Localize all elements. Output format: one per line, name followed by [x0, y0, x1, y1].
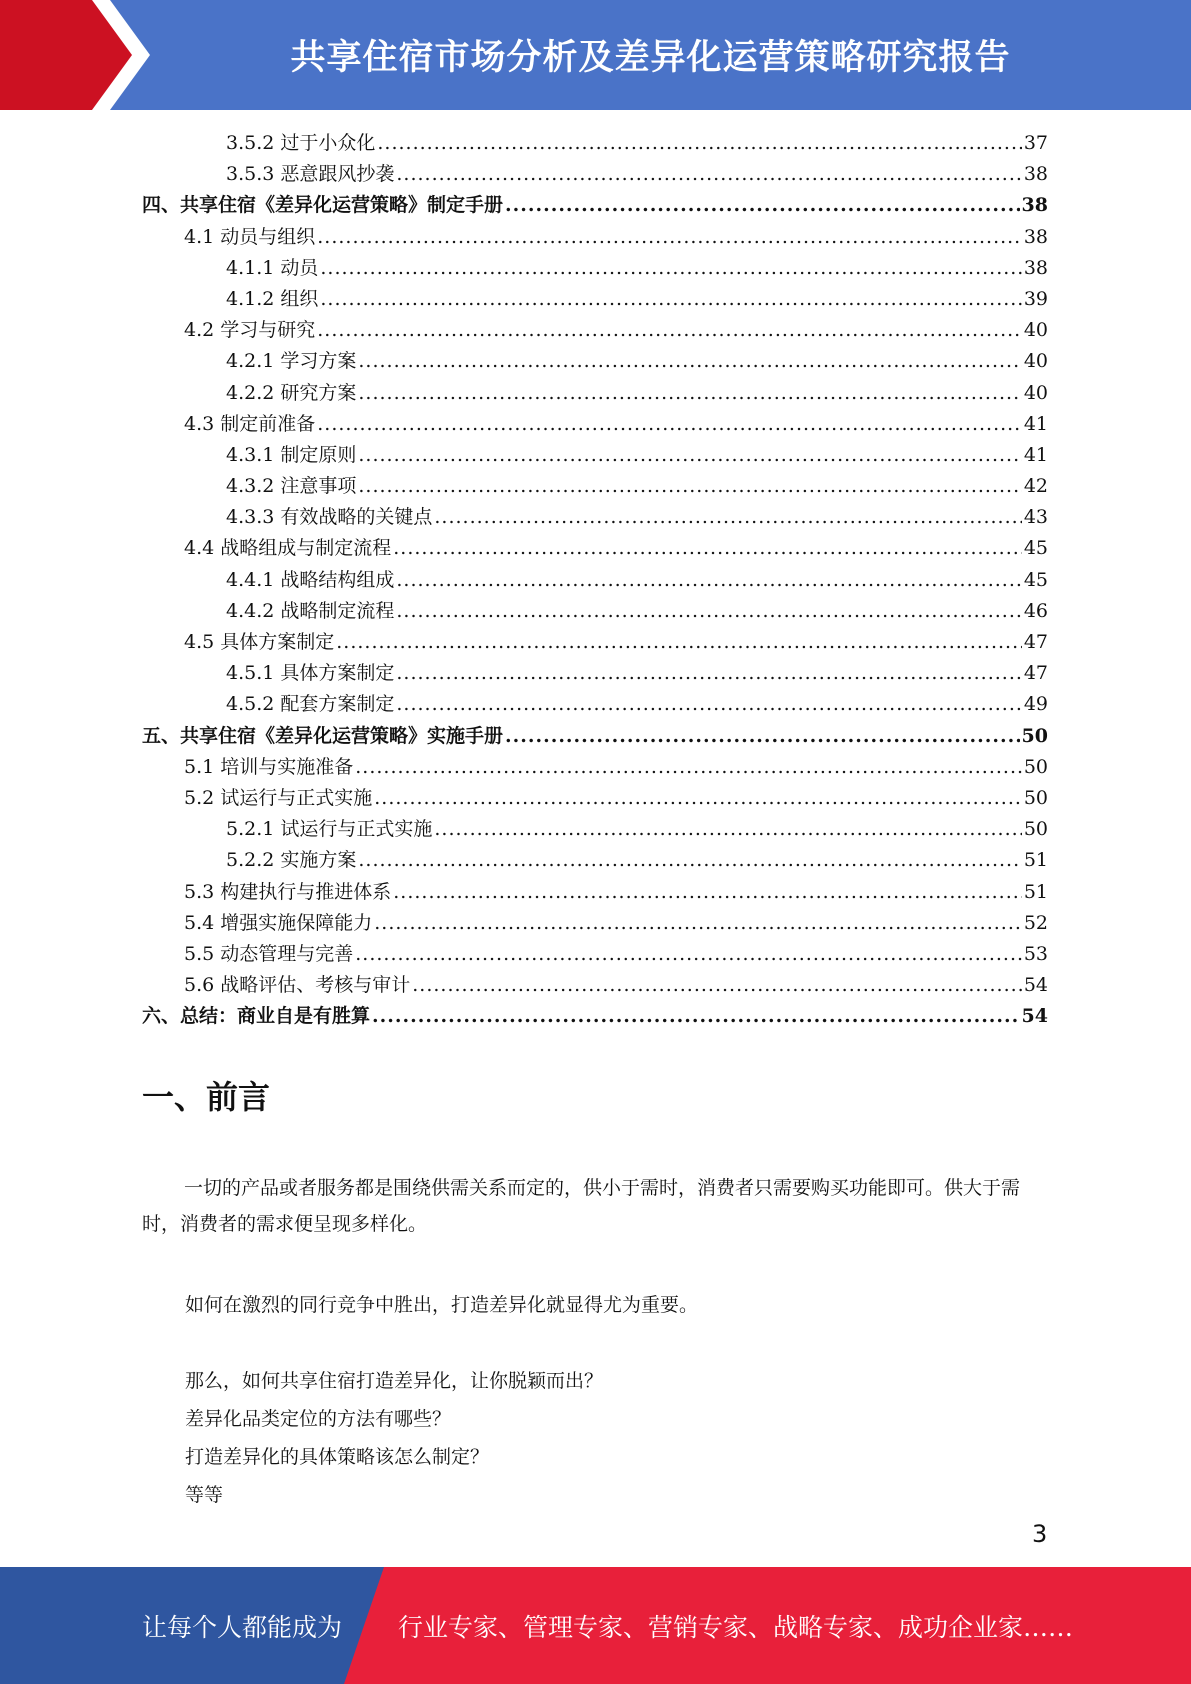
toc-entry[interactable]: [142, 596, 1048, 627]
toc-leader-dots: [358, 444, 1021, 466]
toc-leader-dots: [358, 849, 1021, 871]
toc-entry-page: 54: [1023, 974, 1048, 997]
footer-slogan-right: 行业专家、管理专家、营销专家、战略专家、成功企业家……: [398, 1612, 1074, 1642]
page-number: 3: [1032, 1520, 1048, 1548]
toc-entry[interactable]: [142, 721, 1048, 752]
toc-entry-label: 5.4 增强实施保障能力: [184, 911, 373, 934]
toc-leader-dots: [336, 631, 1022, 653]
toc-entry-page: 45: [1023, 568, 1048, 591]
toc-entry-page: 54: [1021, 1005, 1048, 1028]
toc-entry-label: 四、共享住宿《差异化运营策略》制定手册: [142, 194, 504, 217]
toc-leader-dots: [412, 974, 1022, 996]
toc-leader-dots: [396, 662, 1021, 684]
question-line-1: 那么，如何共享住宿打造差异化，让你脱颖而出？: [185, 1370, 604, 1392]
toc-entry-label: 4.1.2 组织: [226, 287, 319, 310]
table-of-contents: [142, 128, 1048, 1032]
toc-entry-page: 47: [1023, 631, 1048, 653]
toc-entry[interactable]: [142, 378, 1048, 409]
section-heading: 一、前言: [142, 1078, 271, 1116]
toc-entry-label: 4.2 学习与研究: [184, 319, 316, 342]
toc-leader-dots: [396, 600, 1021, 622]
toc-entry-label: 5.2.2 实施方案: [226, 849, 357, 872]
toc-entry[interactable]: [142, 190, 1048, 221]
toc-entry[interactable]: [142, 877, 1048, 908]
toc-entry-page: 38: [1023, 163, 1048, 186]
footer-slogan-left: 让每个人都能成为: [142, 1612, 343, 1642]
toc-entry-label: 5.1 培训与实施准备: [184, 755, 354, 778]
toc-entry[interactable]: [142, 471, 1048, 502]
toc-entry-page: 37: [1023, 132, 1048, 154]
toc-leader-dots: [396, 693, 1021, 715]
toc-entry-label: 3.5.3 恶意跟风抄袭: [226, 163, 395, 186]
toc-entry-page: 49: [1023, 693, 1048, 716]
toc-entry[interactable]: [142, 159, 1048, 190]
toc-entry[interactable]: [142, 908, 1048, 939]
toc-entry[interactable]: [142, 565, 1048, 596]
toc-leader-dots: [317, 226, 1022, 248]
question-line-3: 打造差异化的具体策略该怎么制定？: [185, 1446, 490, 1468]
toc-entry-page: 47: [1023, 662, 1048, 685]
header-title: 共享住宿市场分析及差异化运营策略研究报告: [290, 38, 1011, 78]
toc-entry-label: 4.1.1 动员: [226, 256, 319, 279]
toc-entry-page: 40: [1023, 350, 1048, 373]
toc-entry[interactable]: [142, 845, 1048, 876]
toc-entry-label: 五、共享住宿《差异化运营策略》实施手册: [142, 724, 504, 747]
toc-leader-dots: [505, 725, 1020, 747]
toc-leader-dots: [358, 382, 1021, 404]
toc-leader-dots: [434, 506, 1021, 528]
toc-entry-label: 4.5.1 具体方案制定: [226, 662, 395, 685]
toc-entry-page: 40: [1023, 381, 1048, 404]
toc-entry-label: 3.5.2 过于小众化: [226, 132, 376, 154]
toc-entry[interactable]: [142, 627, 1048, 658]
intro-paragraph: 一切的产品或者服务都是围绕供需关系而定的，供小于需时，消费者只需要购买功能即可。供大于需时，消费者的需求便呈现多样化。: [142, 1177, 1021, 1235]
toc-entry-label: 5.2 试运行与正式实施: [184, 786, 373, 809]
toc-entry[interactable]: [142, 689, 1048, 720]
toc-entry-label: 4.4.2 战略制定流程: [226, 599, 395, 622]
toc-entry-page: 50: [1023, 786, 1048, 809]
toc-entry[interactable]: [142, 939, 1048, 970]
toc-entry-label: 4.1 动员与组织: [184, 225, 316, 248]
toc-leader-dots: [355, 756, 1022, 778]
toc-entry-page: 39: [1023, 287, 1048, 310]
toc-leader-dots: [372, 1005, 1020, 1027]
toc-entry[interactable]: [142, 409, 1048, 440]
toc-entry-label: 4.2.2 研究方案: [226, 381, 357, 404]
toc-entry-page: 38: [1023, 256, 1048, 279]
toc-leader-dots: [393, 881, 1022, 903]
toc-entry[interactable]: [142, 315, 1048, 346]
toc-entry-page: 38: [1021, 194, 1048, 217]
toc-entry-page: 45: [1023, 537, 1048, 560]
toc-leader-dots: [358, 475, 1021, 497]
toc-entry-page: 38: [1023, 225, 1048, 248]
toc-entry-label: 4.5 具体方案制定: [184, 631, 335, 653]
toc-leader-dots: [393, 537, 1022, 559]
toc-leader-dots: [505, 194, 1020, 216]
toc-entry-label: 4.3.3 有效战略的关键点: [226, 506, 433, 529]
toc-entry[interactable]: [142, 284, 1048, 315]
toc-entry-label: 5.3 构建执行与推进体系: [184, 880, 392, 903]
toc-entry-label: 4.3 制定前准备: [184, 412, 316, 435]
toc-entry-page: 42: [1023, 475, 1048, 498]
toc-entry[interactable]: [142, 752, 1048, 783]
toc-leader-dots: [396, 163, 1021, 185]
toc-entry-page: 41: [1023, 443, 1048, 466]
toc-leader-dots: [320, 288, 1021, 310]
toc-entry-label: 六、总结：商业自是有胜算: [142, 1005, 371, 1028]
toc-entry[interactable]: [142, 814, 1048, 845]
toc-entry[interactable]: [142, 1001, 1048, 1032]
toc-leader-dots: [374, 787, 1022, 809]
toc-entry-page: 50: [1021, 724, 1048, 747]
toc-entry[interactable]: [142, 253, 1048, 284]
toc-entry-page: 41: [1023, 412, 1048, 435]
intro-paragraph-2: 如何在激烈的同行竞争中胜出，打造差异化就显得尤为重要。: [185, 1294, 699, 1316]
toc-leader-dots: [377, 132, 1021, 154]
toc-entry-page: 53: [1023, 942, 1048, 965]
toc-entry-label: 4.3.2 注意事项: [226, 475, 357, 498]
toc-entry-label: 4.5.2 配套方案制定: [226, 693, 395, 716]
toc-entry[interactable]: [142, 502, 1048, 533]
toc-entry-page: 50: [1023, 818, 1048, 841]
toc-leader-dots: [396, 569, 1021, 591]
page-header: [0, 0, 1191, 110]
toc-entry[interactable]: [142, 346, 1048, 377]
toc-leader-dots: [355, 943, 1022, 965]
toc-entry-page: 46: [1023, 599, 1048, 622]
toc-entry-page: 52: [1023, 911, 1048, 934]
toc-entry-label: 5.2.1 试运行与正式实施: [226, 818, 433, 841]
toc-entry-page: 50: [1023, 755, 1048, 778]
toc-entry[interactable]: [142, 783, 1048, 814]
toc-entry-label: 5.6 战略评估、考核与审计: [184, 974, 411, 997]
toc-entry-label: 5.5 动态管理与完善: [184, 942, 354, 965]
toc-entry[interactable]: [142, 533, 1048, 564]
toc-entry-label: 4.3.1 制定原则: [226, 443, 357, 466]
toc-entry[interactable]: [142, 128, 1048, 159]
toc-leader-dots: [374, 912, 1022, 934]
toc-entry-label: 4.4.1 战略结构组成: [226, 568, 395, 591]
toc-entry-label: 4.2.1 学习方案: [226, 350, 357, 373]
toc-entry[interactable]: [142, 658, 1048, 689]
toc-leader-dots: [317, 413, 1022, 435]
toc-entry-label: 4.4 战略组成与制定流程: [184, 537, 392, 560]
toc-leader-dots: [317, 319, 1022, 341]
question-line-2: 差异化品类定位的方法有哪些？: [185, 1408, 452, 1430]
toc-entry-page: 51: [1023, 849, 1048, 872]
toc-entry-page: 43: [1023, 506, 1048, 529]
toc-entry-page: 51: [1023, 880, 1048, 903]
toc-leader-dots: [320, 257, 1021, 279]
toc-entry[interactable]: [142, 440, 1048, 471]
toc-entry[interactable]: [142, 222, 1048, 253]
question-line-4: 等等: [185, 1484, 224, 1506]
toc-entry-page: 40: [1023, 319, 1048, 342]
toc-leader-dots: [358, 350, 1021, 372]
toc-entry[interactable]: [142, 970, 1048, 1001]
page-footer: [0, 1567, 1191, 1684]
toc-leader-dots: [434, 818, 1021, 840]
